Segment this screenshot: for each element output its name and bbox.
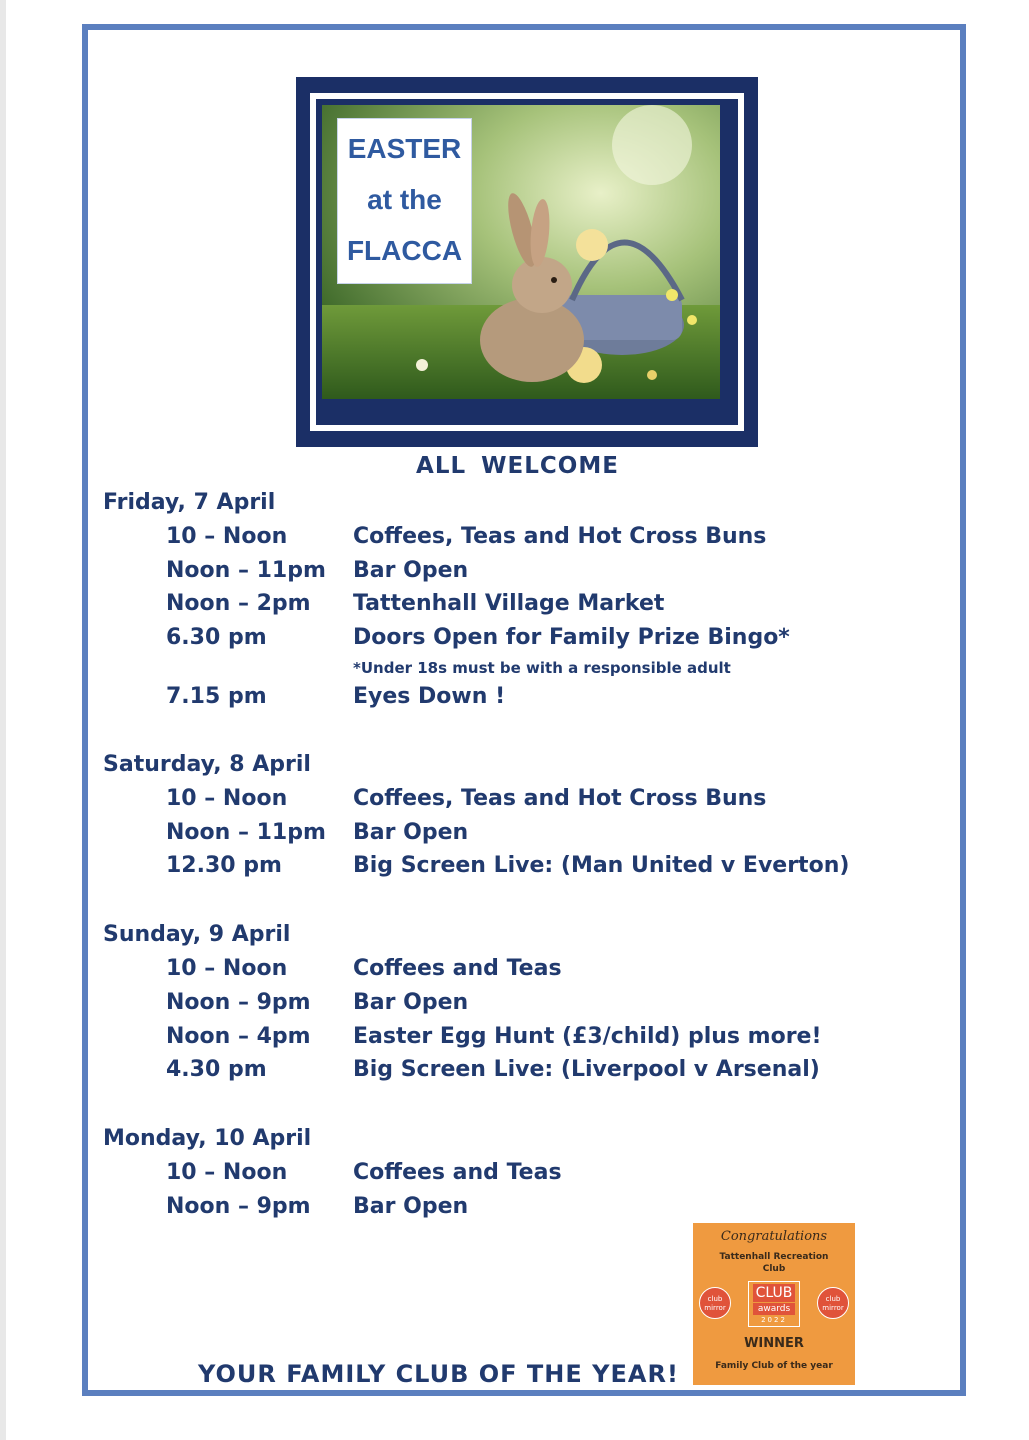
logo-club-text: CLUB	[753, 1284, 795, 1302]
event-name: Bar Open	[353, 1194, 469, 1219]
event-time: Noon – 2pm	[166, 591, 311, 616]
day-heading: Saturday, 8 April	[103, 752, 311, 777]
event-time: Noon – 9pm	[166, 1194, 311, 1219]
event-time: Noon – 11pm	[166, 820, 326, 845]
event-name: Easter Egg Hunt (£3/child) plus more!	[353, 1024, 822, 1049]
award-winner-label: WINNER	[744, 1336, 804, 1351]
hero-title-line: EASTER	[347, 132, 462, 164]
club-mirror-logo-right	[817, 1287, 849, 1319]
club-mirror-logo-left	[699, 1287, 731, 1319]
age-restriction-note: *Under 18s must be with a responsible adult	[353, 659, 731, 677]
event-name: Tattenhall Village Market	[353, 591, 665, 616]
all-welcome-heading	[0, 453, 1029, 479]
event-time: 7.15 pm	[166, 684, 267, 709]
event-time: 10 – Noon	[166, 956, 288, 981]
event-name: Bar Open	[353, 820, 469, 845]
event-time: Noon – 9pm	[166, 990, 311, 1015]
event-time: Noon – 4pm	[166, 1024, 311, 1049]
award-congratulations: Congratulations	[720, 1229, 828, 1244]
logo-awards-text: awards	[753, 1303, 795, 1315]
award-club-line: Tattenhall Recreation	[719, 1252, 829, 1262]
club-awards-logo	[748, 1281, 800, 1327]
mark-text: mirror	[704, 1304, 726, 1312]
day-heading: Friday, 7 April	[103, 490, 276, 515]
logo-year-text: 2022	[761, 1316, 787, 1324]
event-name: Big Screen Live: (Liverpool v Arsenal)	[353, 1057, 820, 1082]
event-time: 10 – Noon	[166, 524, 288, 549]
page-edge	[0, 0, 6, 1440]
event-time: 6.30 pm	[166, 625, 267, 650]
event-name: Coffees, Teas and Hot Cross Buns	[353, 786, 767, 811]
event-name: Bar Open	[353, 558, 469, 583]
mark-text: club	[825, 1295, 841, 1303]
event-name: Big Screen Live: (Man United v Everton)	[353, 853, 850, 878]
event-name: Bar Open	[353, 990, 469, 1015]
mark-text: club	[707, 1295, 723, 1303]
event-name: Coffees and Teas	[353, 956, 562, 981]
hero-title-box	[337, 118, 472, 284]
event-time: 10 – Noon	[166, 786, 288, 811]
day-heading: Monday, 10 April	[103, 1126, 312, 1151]
event-time: Noon – 11pm	[166, 558, 326, 583]
event-name: Eyes Down !	[353, 684, 506, 709]
hero-title-line: FLACCA	[346, 235, 463, 267]
event-name: Coffees, Teas and Hot Cross Buns	[353, 524, 767, 549]
award-category: Family Club of the year	[715, 1361, 833, 1371]
day-heading: Sunday, 9 April	[103, 922, 291, 947]
award-club-name	[703, 1251, 845, 1275]
event-name: Doors Open for Family Prize Bingo*	[353, 625, 790, 650]
club-award-badge	[693, 1223, 855, 1385]
event-time: 10 – Noon	[166, 1160, 288, 1185]
event-name: Coffees and Teas	[353, 1160, 562, 1185]
mark-text: mirror	[822, 1304, 844, 1312]
award-club-line: Club	[762, 1264, 786, 1274]
event-time: 4.30 pm	[166, 1057, 267, 1082]
hero-title-line: at the	[367, 183, 442, 215]
footer-tagline: YOUR FAMILY CLUB OF THE YEAR!	[198, 1360, 679, 1388]
welcome-part: WELCOME	[481, 453, 619, 479]
welcome-part: ALL	[416, 453, 467, 479]
event-time: 12.30 pm	[166, 853, 282, 878]
